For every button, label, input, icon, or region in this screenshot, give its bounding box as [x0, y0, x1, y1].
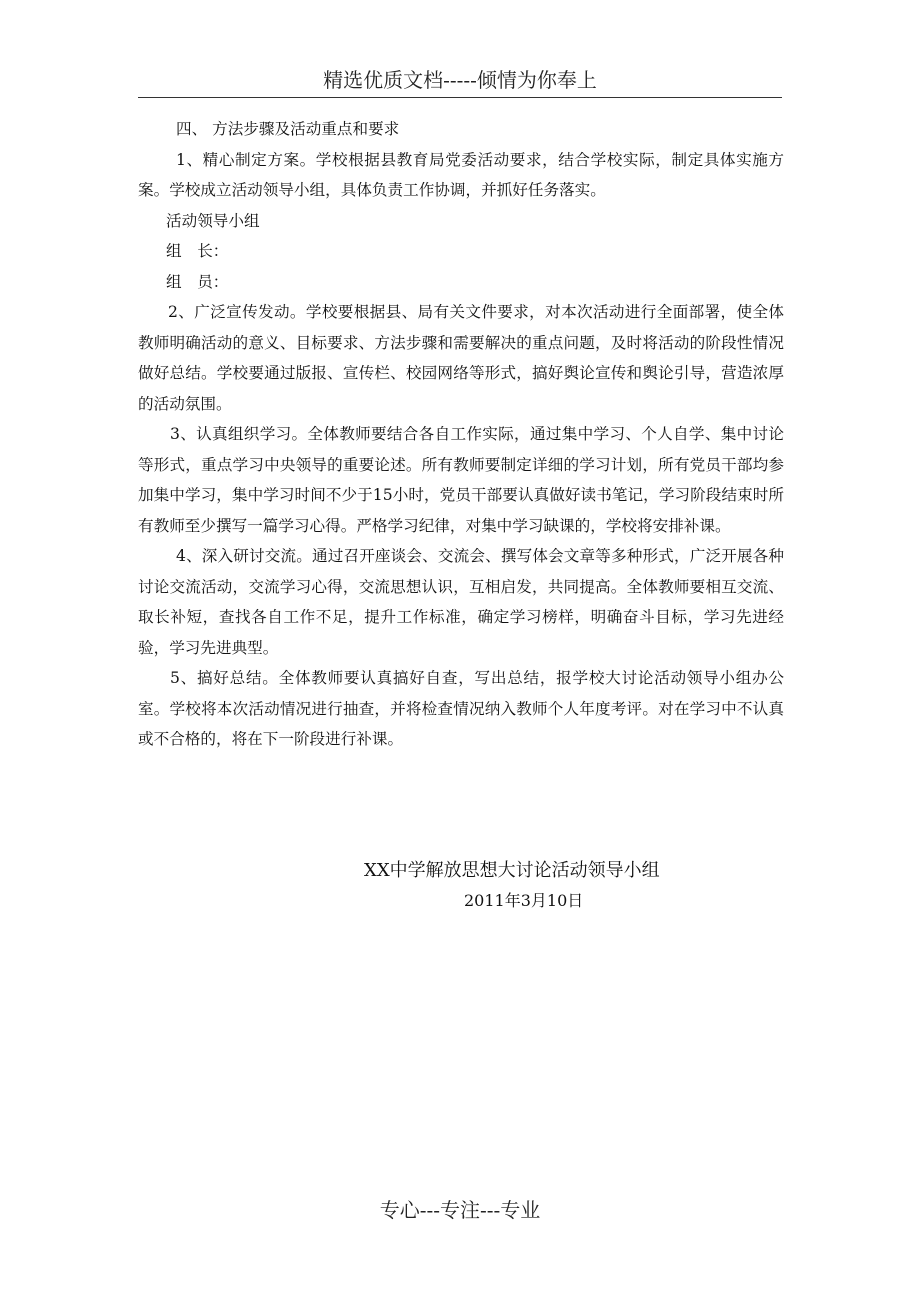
- paragraph-item-2: 2、广泛宣传发动。学校要根据县、局有关文件要求，对本次活动进行全面部署，使全体教师明确活动的意义、目标要求、方法步骤和需要解决的重点问题，及时将活动的阶段性情况做好总结。学校要通过版报、宣传栏、校园网络等形式，搞好舆论宣传和舆论引导，营造浓厚的活动氛围。: [138, 303, 784, 413]
- leadership-group-title: 活动领导小组: [166, 211, 260, 230]
- page-header-title: 精选优质文档-----倾情为你奉上: [323, 68, 597, 92]
- signature-block: [138, 856, 784, 916]
- signature-organization: XX中学解放思想大讨论活动领导小组: [364, 860, 660, 881]
- paragraph-item-1: 1、精心制定方案。学校根据县教育局党委活动要求，结合学校实际，制定具体实施方案。学校成立活动领导小组，具体负责工作协调，并抓好任务落实。: [138, 150, 784, 199]
- page-footer-text: 专心---专注---专业: [379, 1198, 541, 1222]
- paragraph-item-3: 3、认真组织学习。全体教师要结合各自工作实际，通过集中学习、个人自学、集中讨论等形式，重点学习中央领导的重要论述。所有教师要制定详细的学习计划，所有党员干部均参加集中学习，集中学习时间不少于15小时，党员干部要认真做好读书笔记，学习阶段结束时所有教师至少撰写一篇学习心得。严格学习纪律，对集中学习缺课的，学校将安排补课。: [138, 425, 784, 535]
- paragraph-item-5: 5、搞好总结。全体教师要认真搞好自查，写出总结，报学校大讨论活动领导小组办公室。学校将本次活动情况进行抽查，并将检查情况纳入教师个人年度考评。对在学习中不认真或不合格的，将在下一阶段进行补课。: [138, 669, 784, 748]
- paragraph-item-4: 4、深入研讨交流。通过召开座谈会、交流会、撰写体会文章等多种形式，广泛开展各种讨论交流活动，交流学习心得，交流思想认识，互相启发，共同提高。全体教师要相互交流、取长补短，查找各自工作不足，提升工作标准，确定学习榜样，明确奋斗目标，学习先进经验，学习先进典型。: [138, 547, 784, 657]
- signature-date: 2011年3月10日: [464, 891, 584, 910]
- header-divider: [138, 97, 782, 98]
- group-member-label: 组 员：: [166, 272, 229, 291]
- group-leader-label: 组 长：: [166, 242, 229, 260]
- document-body: [138, 114, 784, 755]
- section-heading: 四、 方法步骤及活动重点和要求: [176, 120, 400, 138]
